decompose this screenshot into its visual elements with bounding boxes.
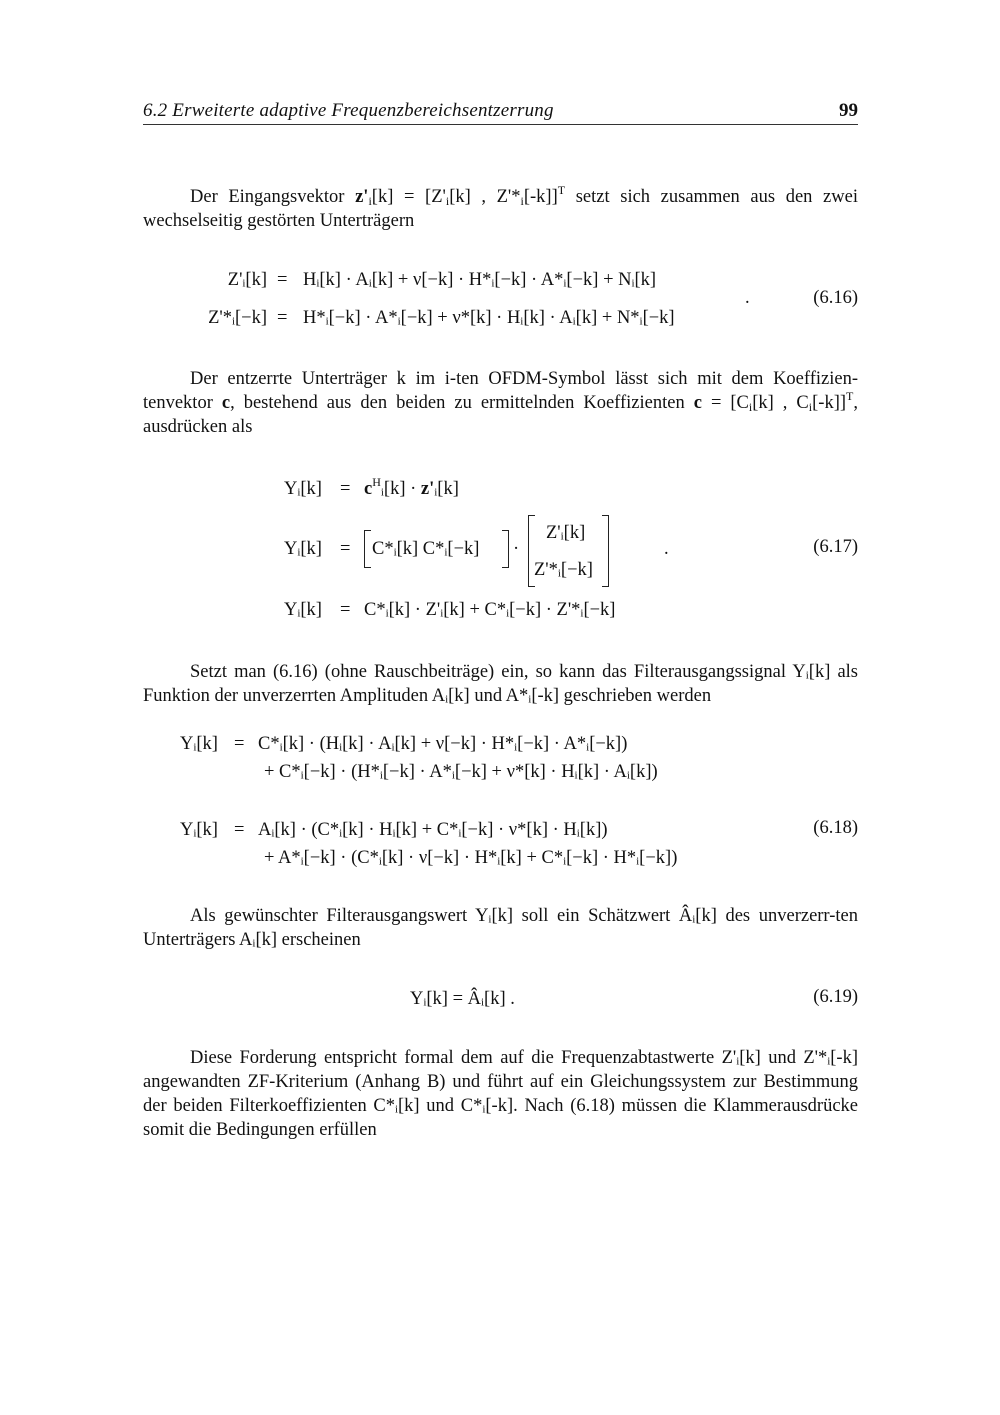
- eq616-row1-eq: =: [277, 270, 288, 290]
- eqA-row2: + C*ᵢ[−k] · (H*ᵢ[−k] · A*ᵢ[−k] + ν*[k] · Hᵢ[k] · Aᵢ[k]): [264, 762, 658, 782]
- row-vector-right-bracket: [502, 530, 509, 568]
- paragraph-1: Der Eingangsvektor $z'_i[k] = [Z'_i[k]$ , $Z'*_i[-k]]^T$ setzt sich zusammen aus den zwei wechselseitig gestörten Unterträgern: [143, 183, 858, 231]
- eq617-row2-eq: =: [340, 539, 351, 559]
- paragraph-2: Der entzerrte Unterträger k im i-ten OFDM-Symbol lässt sich mit dem Koeffizien-tenvektor c, bestehend aus den beiden zu ermittelnden Koeffizienten $c = [C_i[k]$ , $C_i[-k]]^T$, ausdrücken als: [143, 369, 858, 437]
- eq616-row2-rhs: H*ᵢ[−k] · A*ᵢ[−k] + ν*[k] · Hᵢ[k] · Aᵢ[k] + N*ᵢ[−k]: [303, 308, 675, 328]
- eq617-row1-rhs: $c^Hᵢ[k]$ · z'ᵢ[k]: [364, 475, 459, 499]
- equation-6-18: [180, 818, 750, 878]
- eq617-row1-eq: =: [340, 479, 351, 499]
- equation-6-17: [284, 475, 704, 625]
- eq617-row2-dot: ·: [513, 539, 520, 559]
- equation-number-6-18: (6.18): [813, 818, 858, 838]
- column-vector-entry-1: Z'ᵢ[k]: [546, 523, 586, 543]
- equation-6-19: Yᵢ[k] = Âᵢ[k] .: [410, 989, 515, 1009]
- coefficient-row-vector: C*ᵢ[k] C*ᵢ[−k]: [372, 539, 480, 559]
- eq617-row1-lhs: Yᵢ[k]: [284, 479, 322, 499]
- equation-number-6-17: (6.17): [813, 537, 858, 557]
- equation-number-6-16: (6.16): [813, 288, 858, 308]
- equation-expansion: [180, 732, 740, 792]
- running-header: [143, 98, 858, 125]
- eq617-row3-lhs: Yᵢ[k]: [284, 600, 322, 620]
- eq617-row3-rhs: C*ᵢ[k] · Z'ᵢ[k] + C*ᵢ[−k] · Z'*ᵢ[−k]: [364, 600, 616, 620]
- eq616-row2-lhs: Z'*ᵢ[−k]: [208, 308, 267, 328]
- eq616-row1-rhs: Hᵢ[k] · Aᵢ[k] + ν[−k] · H*ᵢ[−k] · A*ᵢ[−k] + Nᵢ[k]: [303, 270, 657, 290]
- eqA-lhs: Yᵢ[k]: [180, 734, 218, 754]
- equation-number-6-19: (6.19): [813, 987, 858, 1007]
- page-number: 99: [839, 100, 858, 121]
- row-vector-left-bracket: [364, 530, 371, 568]
- eq618-row1: Aᵢ[k] · (C*ᵢ[k] · Hᵢ[k] + C*ᵢ[−k] · ν*[k] · Hᵢ[k]): [258, 820, 608, 840]
- paragraph-5: Diese Forderung entspricht formal dem auf die Frequenzabtastwerte Z'ᵢ[k] und Z'*ᵢ[-k] angewandten ZF-Kriterium (Anhang B) und führt auf ein Gleichungssystem zur Bestimmung der beiden Filterkoeffizienten C*ᵢ[k] und C*ᵢ[-k]. Nach (6.18) müssen die Klammerausdrücke somit die Bedingungen erfüllen: [143, 1048, 858, 1140]
- column-vector-right-bracket: [602, 515, 609, 587]
- column-vector-entry-2: Z'*ᵢ[−k]: [534, 560, 593, 580]
- eq616-row2-eq: =: [277, 308, 288, 328]
- paragraph-4: Als gewünschter Filterausgangswert Yᵢ[k] soll ein Schätzwert Âᵢ[k] des unverzerr-ten Unterträgers Aᵢ[k] erscheinen: [143, 906, 858, 950]
- paragraph-3: Setzt man (6.16) (ohne Rauschbeiträge) ein, so kann das Filterausgangssignal Yᵢ[k] als Funktion der unverzerrten Amplituden Aᵢ[k] und A*ᵢ[-k] geschrieben werden: [143, 662, 858, 706]
- eq618-row2: + A*ᵢ[−k] · (C*ᵢ[k] · ν[−k] · H*ᵢ[k] + C*ᵢ[−k] · H*ᵢ[−k]): [264, 848, 678, 868]
- eq618-eq: =: [234, 820, 245, 840]
- eq617-row3-eq: =: [340, 600, 351, 620]
- eq616-dot: .: [745, 288, 750, 308]
- eq618-lhs: Yᵢ[k]: [180, 820, 218, 840]
- eqA-row1: C*ᵢ[k] · (Hᵢ[k] · Aᵢ[k] + ν[−k] · H*ᵢ[−k] · A*ᵢ[−k]): [258, 734, 628, 754]
- eq617-dot: .: [664, 539, 669, 559]
- eqA-eq: =: [234, 734, 245, 754]
- eq616-row1-lhs: Z'ᵢ[k]: [227, 270, 267, 290]
- equation-6-16: [195, 268, 765, 338]
- section-title: 6.2 Erweiterte adaptive Frequenzbereichsentzerrung: [143, 100, 554, 121]
- eq617-row2-lhs: Yᵢ[k]: [284, 539, 322, 559]
